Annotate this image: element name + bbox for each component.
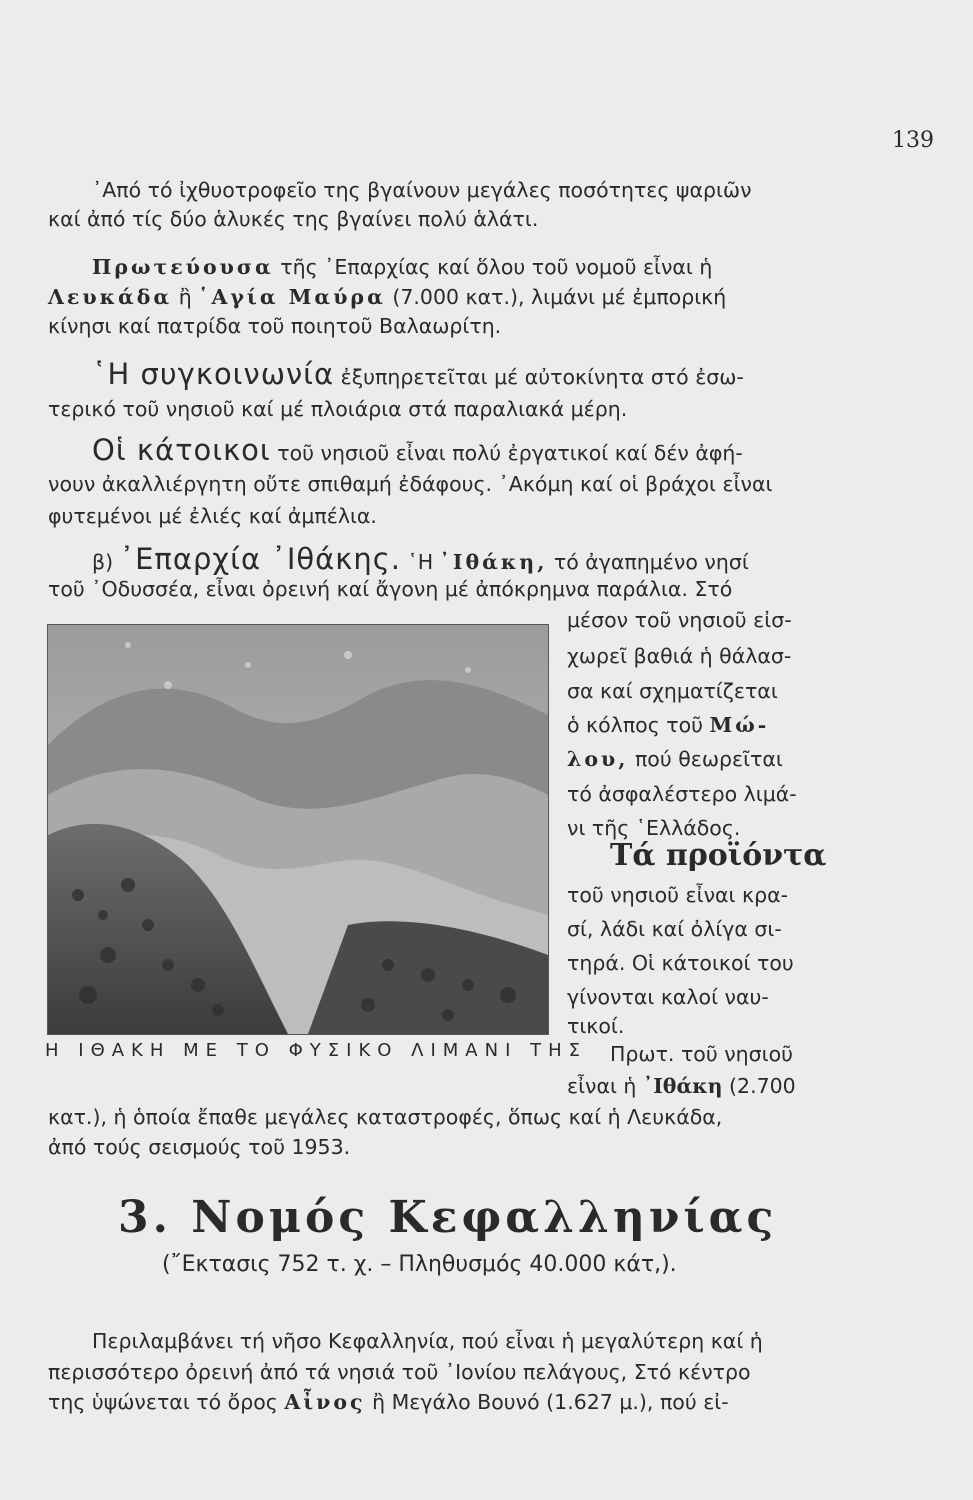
section-b-line-2: τοῦ ᾿Οδυσσέα, εἶναι ὀρεινή καί ἄγονη μέ ἀπόκρημνα παράλια. Στό — [48, 577, 733, 601]
paragraph-4-line-3: φυτεμένοι μέ ἐλιές καί ἀμπέλια. — [48, 504, 377, 528]
heading-ithaca-province: ᾿Επαρχία ᾿Ιθάκης. — [119, 542, 401, 576]
paragraph-3-line-2: τερικό τοῦ νησιοῦ καί μέ πλοιάρια στά παραλιακά μέρη. — [48, 397, 628, 421]
paragraph-1-line-2: καί ἀπό τίς δύο ἁλυκές της βγαίνει πολύ ἁλάτι. — [48, 207, 539, 231]
keyword-ainos: Αἶνος — [284, 1390, 366, 1414]
page-number: 139 — [892, 128, 934, 153]
ithaca-harbor-photo — [47, 624, 549, 1035]
paragraph-2-line-2-mid: ἢ — [172, 285, 199, 309]
col-line-9: σί, λάδι καί ὀλίγα σι- — [567, 917, 782, 941]
col-line-3: σα καί σχηματίζεται — [567, 679, 778, 703]
section-b-line-1 — [92, 542, 749, 576]
heading-products-line — [610, 838, 827, 873]
keyword-molos: Μώ- — [709, 713, 770, 737]
heading-communication: ῾Η συγκοινωνία — [92, 357, 335, 391]
col-line-6: τό ἀσφαλέστερο λιμά- — [567, 782, 797, 806]
col-line-5-text: πού θεωρεῖται — [628, 747, 783, 771]
col-line-4 — [567, 711, 769, 739]
col-line-12: τικοί. — [567, 1014, 625, 1038]
paragraph-5-line-3-rest: ἢ Μεγάλο Βουνό (1.627 μ.), πού εἰ- — [365, 1390, 729, 1414]
col-line-7: νι τῆς ῾Ελλάδος. — [567, 816, 741, 840]
paragraph-2-line-2-text: (7.000 κατ.), λιμάνι μέ ἐμπορική — [385, 285, 727, 309]
keyword-ithaca-capital: ᾿Ιθάκη — [642, 1074, 723, 1098]
heading-products: Τά προϊόντα — [610, 838, 827, 873]
keyword-capital: Πρωτεύουσα — [92, 255, 274, 279]
col-line-14-text: εἶναι ἡ — [567, 1074, 643, 1098]
paragraph-2-line-1 — [92, 253, 712, 281]
keyword-ithaca: ᾿Ιθάκη, — [439, 550, 548, 574]
paragraph-1-line-1: ᾿Από τό ἰχθυοτροφεῖο της βγαίνουν μεγάλες ποσότητες ψαριῶν — [92, 178, 752, 202]
chapter-subtitle: (῎Εκτασις 752 τ. χ. – Πληθυσμός 40.000 κάτ,). — [162, 1252, 677, 1277]
section-b-line-4: ἀπό τούς σεισμούς τοῦ 1953. — [48, 1135, 351, 1159]
col-line-1: μέσον τοῦ νησιοῦ εἰσ- — [567, 608, 792, 632]
paragraph-5-line-2: περισσότερο ὀρεινή ἀπό τά νησιά τοῦ ᾿Ιονίου πελάγους, Στό κέντρο — [48, 1360, 751, 1384]
paragraph-2-line-2 — [48, 283, 726, 311]
paragraph-4-line-1-text: τοῦ νησιοῦ εἶναι πολύ ἐργατικοί καί δέν ἀφή- — [270, 441, 743, 465]
keyword-molos-end: λου, — [567, 747, 629, 771]
chapter-title: 3. Νομός Κεφαλληνίας — [118, 1192, 778, 1243]
keyword-lefkada: Λευκάδα — [48, 285, 173, 309]
keyword-agia-mavra: ῾Αγία Μαύρα — [198, 285, 386, 309]
section-b-line-3: κατ.), ἡ ὁποία ἔπαθε μεγάλες καταστροφές, ὅπως καί ἡ Λευκάδα, — [48, 1105, 723, 1129]
col-line-10: τηρά. Οἱ κάτοικοί του — [567, 951, 794, 975]
col-line-8: τοῦ νησιοῦ εἶναι κρα- — [567, 883, 788, 907]
paragraph-3-line-1 — [92, 357, 744, 391]
paragraph-4-line-2: νουν ἀκαλλιέργητη οὔτε σπιθαμή ἐδάφους. ᾿Ακόμη καί οἱ βράχοι εἶναι — [48, 472, 773, 496]
col-line-5 — [567, 745, 783, 773]
paragraph-4-line-1 — [92, 433, 743, 467]
col-line-14 — [567, 1072, 796, 1100]
paragraph-5-line-3-start: της ὑψώνεται τό ὄρος — [48, 1390, 285, 1414]
heading-inhabitants: Οἱ κάτοικοι — [92, 433, 271, 467]
col-line-13: Πρωτ. τοῦ νησιοῦ — [610, 1042, 794, 1066]
paragraph-5-line-3 — [48, 1388, 729, 1416]
paragraph-5-line-1: Περιλαμβάνει τή νῆσο Κεφαλληνία, πού εἶναι ἡ μεγαλύτερη καί ἡ — [92, 1329, 763, 1353]
col-line-2: χωρεῖ βαθιά ἡ θάλασ- — [567, 644, 792, 668]
paragraph-3-line-1-text: ἐξυπηρετεῖται μέ αὐτοκίνητα στό ἐσω- — [334, 365, 744, 389]
col-line-14-rest: (2.700 — [722, 1074, 796, 1098]
col-line-11: γίνονται καλοί ναυ- — [567, 985, 769, 1009]
section-b-line-1-mid: ῾Η — [400, 550, 440, 574]
photo-caption: Η ΙΘΑΚΗ ΜΕ ΤΟ ΦΥΣΙΚΟ ΛΙΜΑΝΙ ΤΗΣ — [45, 1040, 588, 1061]
section-b-line-1-text: τό ἀγαπημένο νησί — [547, 550, 749, 574]
paragraph-2-line-3: κίνησι καί πατρίδα τοῦ ποιητοῦ Βαλαωρίτη. — [48, 314, 502, 338]
col-line-4-text: ὁ κόλπος τοῦ — [567, 713, 710, 737]
section-b-label: β) — [92, 550, 120, 574]
paragraph-2-line-1-text: τῆς ᾿Επαρχίας καί ὅλου τοῦ νομοῦ εἶναι ἡ — [273, 255, 713, 279]
